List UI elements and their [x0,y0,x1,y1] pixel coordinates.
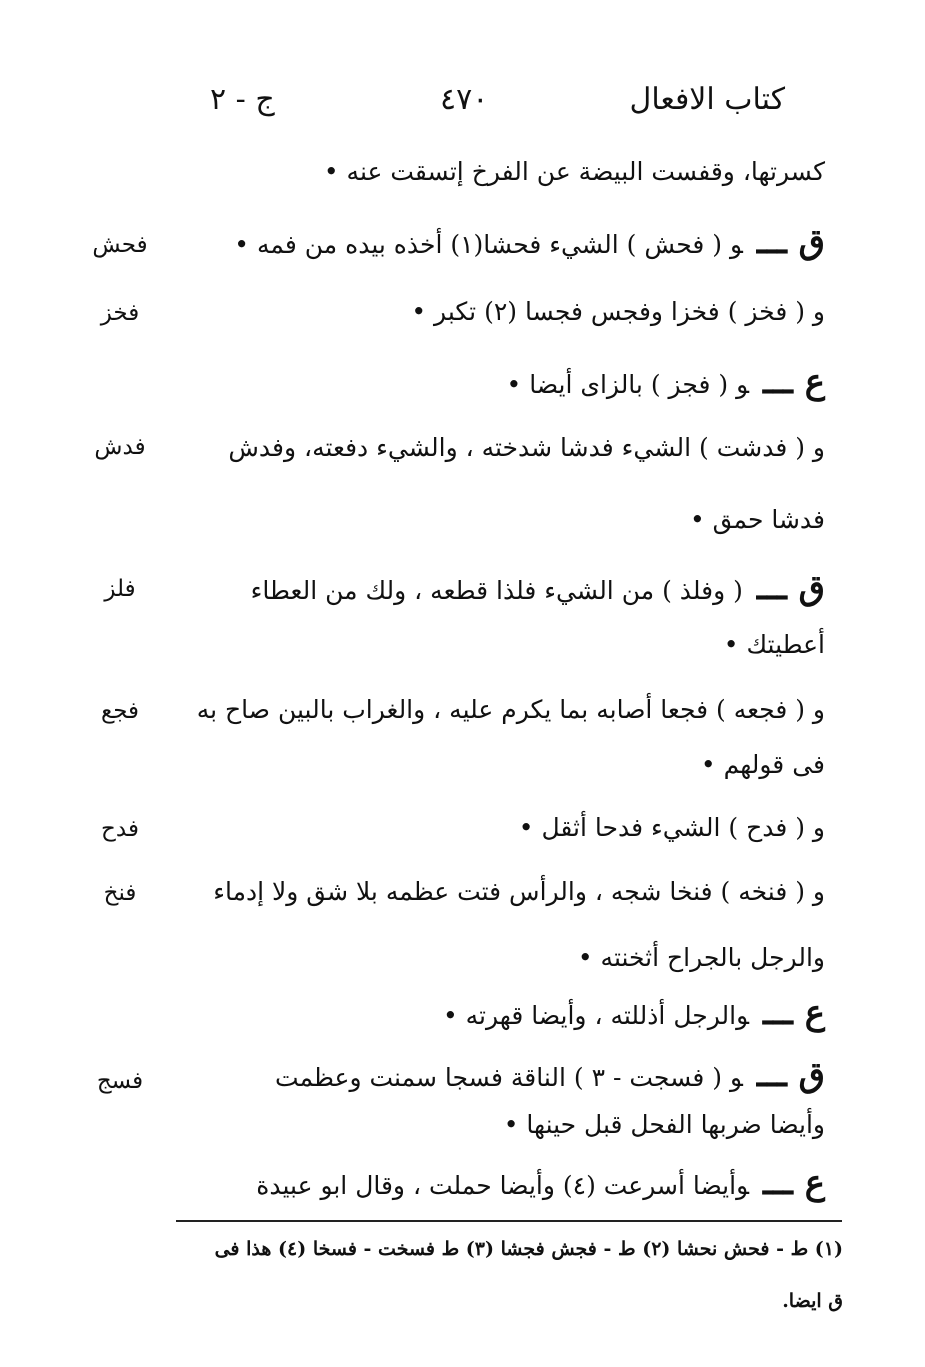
text-line-17-body: وأيضا أسرعت (٤) وأيضا حملت ، وقال ابو عبيدة [256,1171,749,1200]
margin-root-fajaa: فجع [100,698,140,724]
text-line-15-body: و ( فسجت - ٣ ) الناقة فسجا سمنت وعظمت [275,1063,743,1092]
qaf-marker: ق ـــ [756,222,825,262]
margin-root-fahash: فحش [92,232,148,258]
margin-root-fanakh: فنخ [103,880,137,906]
text-line-10: فى قولهم • [700,750,825,779]
page-number: ٤٧٠ [440,82,489,117]
text-line-3: و ( فخز ) فخزا وفجس فجسا (٢) تكبر • [411,297,825,326]
text-line-5: و ( فدشت ) الشيء فدشا شدخته ، والشيء دفعته، وفدش [228,433,825,462]
margin-root-fakhaz: فخز [100,300,140,326]
text-line-17 [185,1163,825,1206]
text-line-12: و ( فنخه ) فنخا شجه ، والرأس فتت عظمه بلا شق ولا إدماء [213,877,825,906]
text-line-6: فدشا حمق • [689,505,825,534]
text-line-11: و ( فدح ) الشيء فدحا أثقل • [518,813,825,842]
text-line-4-body: و ( فجز ) بالزاى أيضا • [506,370,749,399]
text-line-13: والرجل بالجراح أثخنته • [577,943,825,972]
margin-root-fadah: فدح [101,816,139,842]
ayn-marker: ع ـــ [762,993,825,1033]
ayn-marker: ع ـــ [762,362,825,402]
book-title: كتاب الافعال [629,82,785,117]
text-line-4 [185,362,825,405]
footnote-divider [176,1220,842,1222]
text-line-2-body: و ( فحش ) الشيء فحشا(١) أخذه بيده من فمه • [234,230,743,259]
margin-root-falaz: فلز [104,576,136,602]
ayn-marker: ع ـــ [762,1163,825,1203]
text-line-2 [185,222,825,265]
footnote-line-1: (١) ط - فحش نحشا (٢) ط - فجش فجشا (٣) ط فسخت - فسخا (٤) هذا فى [214,1238,843,1260]
text-line-16: وأيضا ضربها الفحل قبل حينها • [503,1110,825,1139]
footnote-line-2: ق ايضا. [782,1290,843,1312]
text-line-15 [185,1055,825,1098]
text-line-7 [185,568,825,611]
text-line-14 [185,993,825,1036]
qaf-marker: ق ـــ [756,1055,825,1095]
text-line-14-body: والرجل أذللته ، وأيضا قهرته • [442,1001,749,1030]
text-line-8: أعطيتك • [723,630,825,659]
volume-label: ج - ٢ [210,82,275,117]
text-line-9: و ( فجعه ) فجعا أصابه بما يكرم عليه ، والغراب بالبين صاح به [196,695,825,724]
margin-root-fadash: فدش [94,434,146,460]
text-line-1: كسرتها، وقفست البيضة عن الفرخ إتسقت عنه • [323,157,825,186]
margin-root-fasaj: فسج [96,1068,144,1094]
text-line-7-body: ( وفلذ ) من الشيء فلذا قطعه ، ولك من العطاء [250,576,743,605]
qaf-marker: ق ـــ [756,568,825,608]
